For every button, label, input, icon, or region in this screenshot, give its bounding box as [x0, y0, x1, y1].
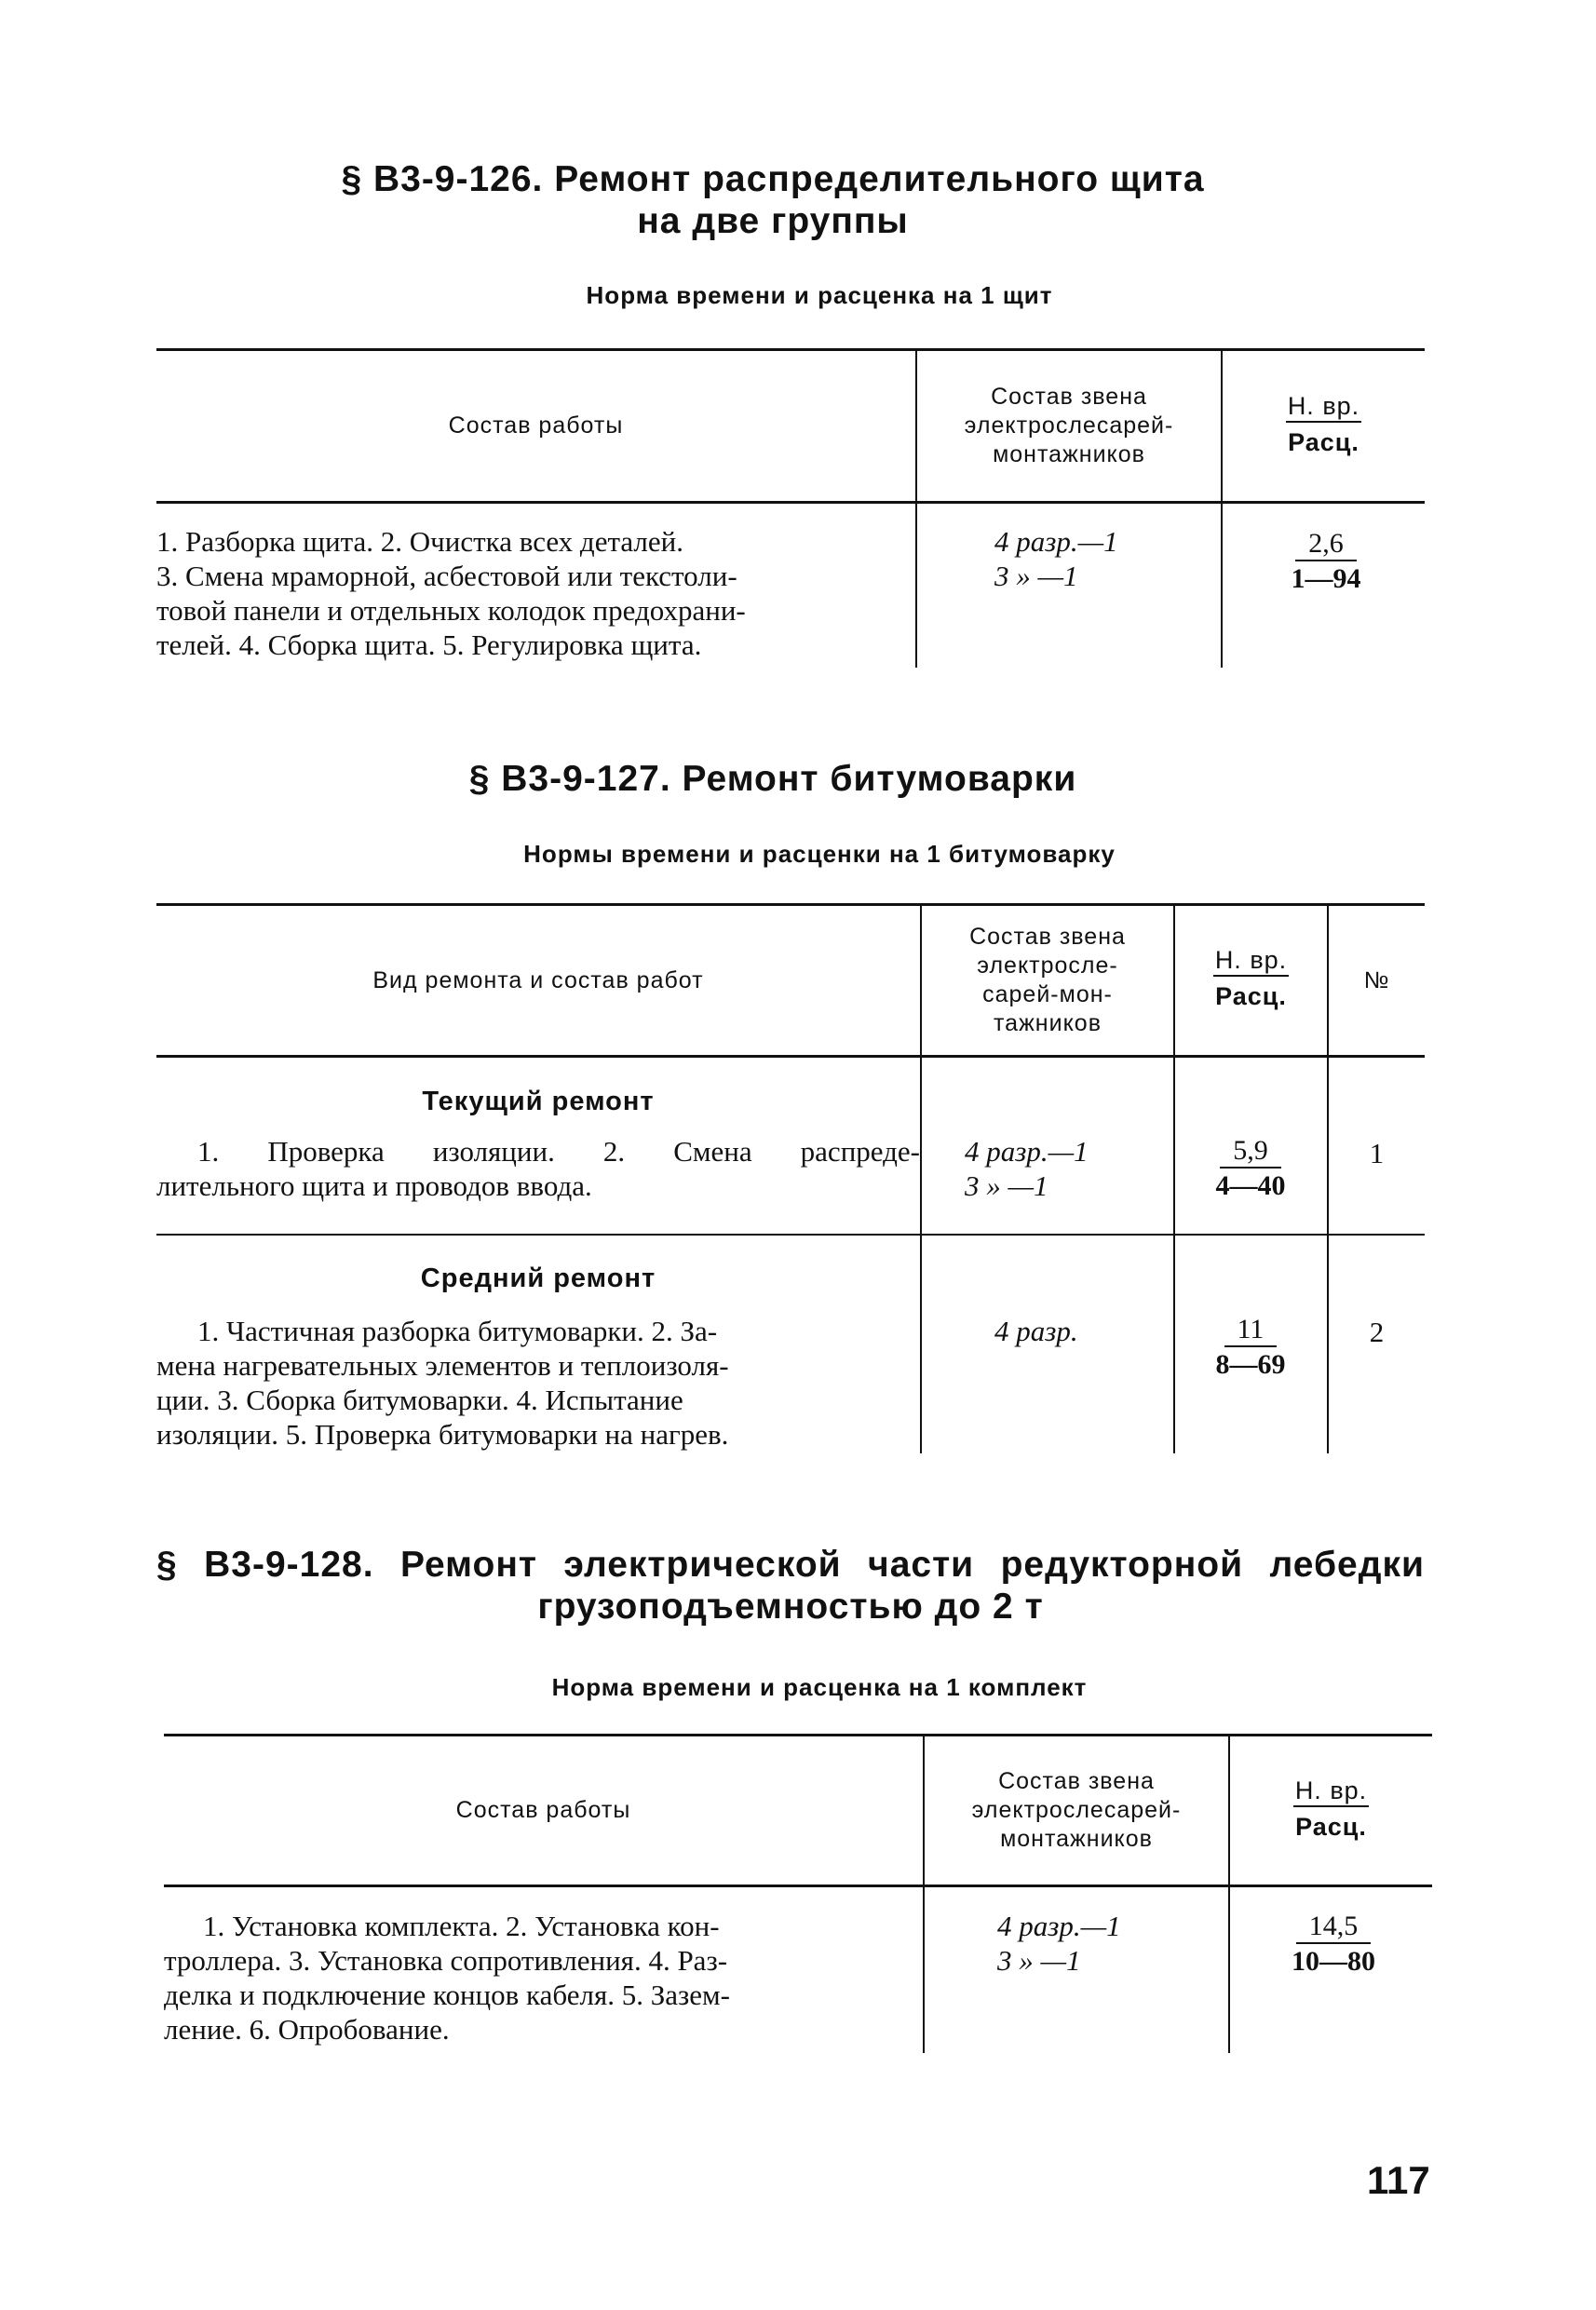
work-line: делка и подключение концов кабеля. 5. Зазем-	[164, 1979, 730, 2011]
work-line: 1. Установка комплекта. 2. Установка кон-	[203, 1910, 720, 1942]
section-128-subtitle: Норма времени и расценка на 1 комплект	[551, 1673, 1088, 1701]
title-line-1: § В3-9-128. Ремонт электрической части редукторной лебедки	[156, 1545, 1425, 1585]
rate-value: 8—69	[1215, 1349, 1286, 1380]
row-heading: Текущий ремонт	[422, 1087, 655, 1116]
norm-rate-value	[1261, 528, 1391, 597]
work-description	[156, 1314, 913, 1452]
work-line: 3. Смена мраморной, асбестовой или текстоли-	[156, 560, 737, 592]
norm-rate-value	[1259, 1911, 1408, 1979]
page-number: 117	[1367, 2158, 1430, 2202]
row-number: 2	[1369, 1316, 1385, 1348]
crew-line: 4 разр.—1	[997, 1910, 1121, 1942]
norm-value: 2,6	[1295, 528, 1357, 561]
crew-line: 3 » —1	[994, 560, 1078, 592]
work-line: ции. 3. Сборка битумоварки. 4. Испытание	[156, 1384, 683, 1416]
rate-value: 4—40	[1215, 1170, 1286, 1201]
table-127	[156, 903, 1425, 1453]
norm-value: 14,5	[1296, 1911, 1372, 1944]
norm-rate-value	[1181, 1135, 1320, 1204]
table-128	[164, 1734, 1432, 2053]
crew-line: 4 разр.—1	[965, 1135, 1089, 1168]
section-126-title	[279, 158, 1266, 242]
work-line: 1. Проверка изоляции. 2. Смена распреде-	[197, 1135, 920, 1168]
work-line: лительного щита и проводов ввода.	[156, 1169, 592, 1202]
row-heading: Средний ремонт	[420, 1263, 656, 1293]
header-rate: Расц.	[1295, 1812, 1367, 1841]
work-line: мена нагревательных элементов и теплоизоля-	[156, 1349, 729, 1382]
crew-composition	[994, 1314, 1078, 1348]
header-crew: Состав звена электрослесарей-монтажников	[971, 1768, 1182, 1852]
work-line: товой панели и отдельных колодок предохрани-	[156, 594, 746, 627]
work-line: 1. Разборка щита. 2. Очистка всех деталей.	[156, 525, 683, 558]
norm-value: 5,9	[1220, 1135, 1281, 1169]
row-number: 1	[1369, 1137, 1385, 1169]
row-divider	[156, 1234, 1425, 1236]
header-norm: Н. вр.	[1213, 945, 1289, 977]
work-description	[156, 524, 901, 662]
crew-line: 3 » —1	[997, 1944, 1081, 1977]
work-line: изоляции. 5. Проверка битумоварки на нагрев.	[156, 1418, 729, 1451]
work-line: ление. 6. Опробование.	[164, 2013, 450, 2046]
work-line: 1. Частичная разборка битумоварки. 2. За-	[197, 1315, 718, 1347]
work-line: троллера. 3. Установка сопротивления. 4. Раз-	[164, 1944, 728, 1977]
header-norm: Н. вр.	[1286, 391, 1361, 423]
section-126-subtitle: Норма времени и расценка на 1 щит	[586, 281, 1053, 309]
section-127-subtitle: Нормы времени и расценки на 1 битумоварку	[523, 840, 1116, 868]
crew-composition	[965, 1134, 1089, 1203]
work-description	[164, 1909, 911, 2047]
header-number: №	[1363, 966, 1390, 993]
crew-line: 3 » —1	[965, 1169, 1048, 1202]
work-description	[156, 1134, 920, 1203]
header-norm-rate	[1230, 1736, 1432, 1884]
work-line: телей. 4. Сборка щита. 5. Регулировка щита.	[156, 628, 702, 661]
header-work: Вид ремонта и состав работ	[372, 966, 704, 993]
norm-rate-value	[1181, 1314, 1320, 1383]
crew-composition	[997, 1909, 1121, 1978]
rate-value: 1—94	[1291, 563, 1361, 594]
header-crew: Состав звена электросле-сарей-мон-тажников	[969, 924, 1126, 1036]
header-rate: Расц.	[1215, 982, 1287, 1010]
crew-composition	[994, 524, 1118, 593]
crew-line: 4 разр.—1	[994, 525, 1118, 558]
header-norm-rate	[1223, 351, 1425, 501]
norm-value: 11	[1224, 1314, 1278, 1347]
title-line-1: § В3-9-126. Ремонт распределительного щита	[341, 159, 1205, 199]
crew-line: 4 разр.	[994, 1315, 1078, 1347]
header-norm-rate	[1175, 906, 1327, 1055]
table-126	[156, 348, 1425, 668]
section-127-title: § В3-9-127. Ремонт битумоварки	[468, 759, 1077, 799]
rate-value: 10—80	[1292, 1946, 1375, 1977]
title-line-2: на две группы	[637, 201, 909, 241]
title-line-2: грузоподъемностью до 2 т	[537, 1587, 1044, 1627]
section-128-title	[156, 1544, 1425, 1628]
header-rate: Расц.	[1288, 427, 1359, 456]
header-work: Состав работы	[448, 412, 624, 439]
header-work: Состав работы	[455, 1797, 631, 1823]
header-crew: Состав звена электрослесарей-монтажников	[964, 384, 1174, 467]
header-norm: Н. вр.	[1293, 1776, 1369, 1807]
